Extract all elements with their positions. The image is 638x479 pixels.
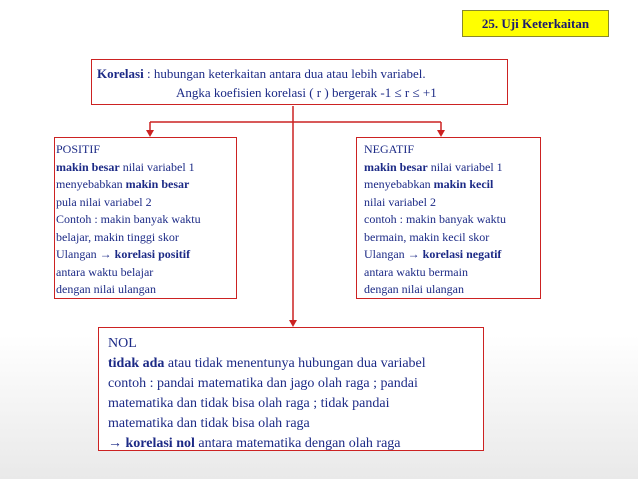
negatif-text-2: menyebabkan (364, 177, 434, 191)
positif-text-7: antara waktu belajar (56, 264, 154, 279)
negatif-text-8: dengan nilai ulangan (364, 282, 464, 296)
negatif-box (356, 137, 541, 299)
positif-text-8: dengan nilai ulangan (56, 282, 156, 296)
nol-text-4: matematika dan tidak bisa olah raga (108, 416, 310, 431)
positif-text-5: belajar, makin tinggi skor (56, 229, 179, 244)
nol-conclusion: korelasi nol (122, 436, 195, 451)
positif-box (54, 137, 237, 299)
nol-heading: NOL (108, 336, 137, 351)
slide-title: 25. Uji Keterkaitan (462, 10, 609, 37)
negatif-text-4: contoh : makin banyak waktu (364, 212, 506, 226)
negatif-text-1: nilai variabel 1 (427, 159, 503, 174)
nol-text-3: matematika dan tidak bisa olah raga ; tidak pandai (108, 396, 390, 411)
positif-text-6: Ulangan (56, 247, 100, 261)
negatif-conclusion: korelasi negatif (419, 247, 502, 261)
definition-box (91, 59, 508, 105)
negatif-text-7: antara waktu bermain (364, 264, 468, 279)
nol-box (98, 327, 484, 451)
negatif-arrow-icon: → (407, 247, 420, 261)
nol-bold-1: tidak ada (108, 356, 165, 371)
nol-arrow-icon: → (108, 436, 122, 451)
negatif-text-3: nilai variabel 2 (364, 194, 436, 209)
definition-line-2: Angka koefisien korelasi ( r ) bergerak -1 ≤ r ≤ +1 (176, 85, 437, 100)
definition-text: : hubungan keterkaitan antara dua atau lebih variabel. (143, 66, 426, 81)
nol-arrowhead (289, 320, 297, 327)
negatif-heading: NEGATIF (364, 142, 414, 156)
negatif-arrowhead (437, 130, 445, 137)
positif-text-3: pula nilai variabel 2 (56, 194, 152, 209)
negatif-bold-1: makin besar (364, 159, 428, 174)
positif-heading: POSITIF (56, 142, 101, 156)
positif-text-2: menyebabkan (56, 177, 126, 191)
negatif-text-5: bermain, makin kecil skor (364, 229, 490, 244)
nol-text-5: antara matematika dengan olah raga (194, 436, 401, 451)
positif-bold-1: makin besar (56, 159, 120, 174)
nol-text-2: contoh : pandai matematika dan jago olah raga ; pandai (108, 376, 418, 391)
negatif-text-6: Ulangan (364, 247, 408, 261)
negatif-bold-2: makin kecil (433, 177, 494, 191)
definition-line-1 (97, 64, 507, 83)
nol-text-1: atau tidak menentunya hubungan dua variabel (164, 356, 426, 371)
definition-term: Korelasi (97, 66, 144, 81)
positif-text-4: Contoh : makin banyak waktu (56, 212, 201, 226)
positif-bold-2: makin besar (125, 177, 190, 191)
positif-arrow-icon: → (99, 247, 112, 261)
positif-text-1: nilai variabel 1 (119, 159, 195, 174)
positif-conclusion: korelasi positif (111, 247, 191, 261)
positif-arrowhead (146, 130, 154, 137)
